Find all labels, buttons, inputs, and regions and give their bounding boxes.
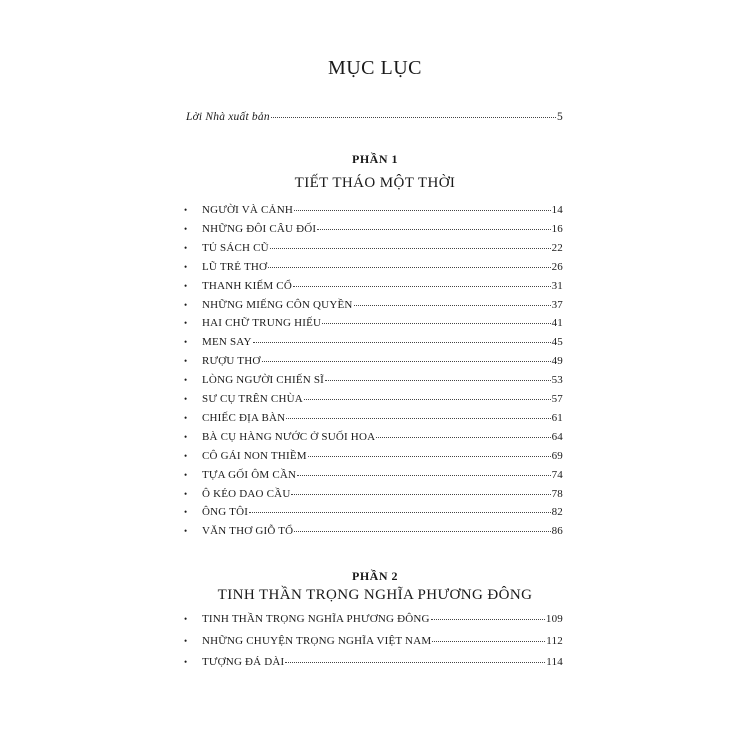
- dot-leader: [304, 399, 551, 400]
- toc-entry-label: BÀ CỤ HÀNG NƯỚC Ở SUỐI HOA: [202, 430, 376, 443]
- toc-entry-label: THANH KIẾM CỔ: [202, 279, 292, 292]
- toc-entry-page: 57: [551, 393, 563, 405]
- toc-entry-page: 45: [551, 336, 563, 349]
- toc-entry[interactable]: [184, 203, 563, 217]
- toc-entry-label: NHỮNG ĐÔI CÂU ĐỐI: [202, 222, 317, 235]
- dot-leader: [294, 210, 551, 211]
- toc-entry-page: 22: [551, 241, 563, 254]
- toc-entry-label: SƯ CỤ TRÊN CHÙA: [202, 393, 303, 405]
- toc-entry[interactable]: [184, 222, 563, 236]
- toc-entry[interactable]: [184, 241, 563, 255]
- toc-entry-page: 37: [551, 298, 563, 311]
- toc-entry[interactable]: [184, 505, 563, 519]
- bullet-icon: •: [184, 337, 188, 348]
- toc-entry-label: MEN SAY: [202, 336, 252, 349]
- dot-leader: [271, 117, 556, 118]
- toc-entry[interactable]: [184, 524, 563, 538]
- bullet-icon: •: [184, 431, 188, 442]
- dot-leader: [376, 437, 550, 438]
- bullet-icon: •: [184, 280, 188, 291]
- toc-entry-page: 82: [551, 506, 563, 519]
- bullet-icon: •: [184, 488, 188, 499]
- bullet-icon: •: [184, 635, 188, 646]
- toc-entry-page: 74: [551, 468, 563, 481]
- dot-leader: [253, 342, 551, 343]
- bullet-icon: •: [184, 375, 188, 386]
- part-1-label: PHẦN 1: [352, 152, 398, 166]
- dot-leader: [262, 361, 551, 362]
- toc-entry-page: 41: [551, 317, 563, 330]
- toc-entry-label: ÔNG TÔI: [202, 506, 249, 519]
- toc-entry-page: 114: [546, 656, 563, 668]
- toc-entry[interactable]: [184, 279, 563, 293]
- dot-leader: [249, 512, 550, 513]
- dot-leader: [286, 418, 550, 419]
- toc-entry[interactable]: [184, 430, 563, 444]
- toc-entry-page: 64: [551, 430, 563, 443]
- toc-entry[interactable]: [184, 298, 563, 312]
- dot-leader: [285, 662, 545, 663]
- toc-entry[interactable]: [184, 392, 563, 406]
- toc-entry-label: TINH THẦN TRỌNG NGHĨA PHƯƠNG ĐÔNG: [202, 613, 430, 625]
- toc-entry-page: 14: [551, 204, 563, 216]
- toc-entry-page: 86: [551, 525, 563, 538]
- part-2-title: TINH THẦN TRỌNG NGHĨA PHƯƠNG ĐÔNG: [217, 587, 533, 603]
- dot-leader: [322, 323, 550, 324]
- toc-entry-page: 69: [551, 449, 563, 462]
- toc-entry-page: 49: [551, 355, 563, 368]
- toc-entry-page: 112: [546, 634, 563, 647]
- bullet-icon: •: [184, 412, 188, 423]
- toc-entry-label: NHỮNG CHUYỆN TRỌNG NGHĨA VIỆT NAM: [202, 634, 432, 647]
- dot-leader: [431, 619, 545, 620]
- dot-leader: [325, 380, 551, 381]
- toc-entry-label: CHIẾC ĐỊA BÀN: [202, 411, 286, 424]
- bullet-icon: •: [184, 469, 188, 480]
- toc-entry[interactable]: [184, 487, 563, 501]
- dot-leader: [291, 494, 550, 495]
- bullet-icon: •: [184, 242, 188, 253]
- toc-entry[interactable]: [184, 612, 563, 626]
- bullet-icon: •: [184, 299, 188, 310]
- toc-entry-page: 109: [545, 613, 563, 625]
- dot-leader: [317, 229, 550, 230]
- toc-entry[interactable]: [184, 373, 563, 387]
- bullet-icon: •: [184, 614, 188, 624]
- toc-entry-label: Lời Nhà xuất bản: [186, 111, 270, 123]
- dot-leader: [354, 305, 551, 306]
- toc-entry-label: TƯỢNG ĐÁ DÀI: [202, 656, 285, 668]
- dot-leader: [308, 456, 551, 457]
- toc-entry-label: VĂN THƠ GIỖ TỔ: [202, 525, 294, 538]
- bullet-icon: •: [184, 394, 188, 404]
- bullet-icon: •: [184, 526, 188, 537]
- toc-entry-page: 16: [551, 222, 563, 235]
- toc-entry-page: 53: [551, 374, 563, 387]
- bullet-icon: •: [184, 223, 188, 234]
- toc-entry[interactable]: [184, 260, 563, 274]
- dot-leader: [432, 641, 545, 642]
- toc-entry-label: TỦ SÁCH CŨ: [202, 241, 269, 254]
- toc-entry-label: NGƯỜI VÀ CẢNH: [202, 204, 293, 216]
- toc-entry-page: 78: [551, 487, 563, 500]
- dot-leader: [293, 286, 551, 287]
- toc-entry[interactable]: [184, 634, 563, 648]
- toc-entry-label: TỰA GỐI ÔM CẦN: [202, 468, 297, 481]
- toc-entry[interactable]: [184, 411, 563, 425]
- toc-entry-label: NHỮNG MIẾNG CÔN QUYỀN: [202, 298, 353, 311]
- bullet-icon: •: [184, 657, 188, 667]
- part-2-label: PHẦN 2: [352, 569, 398, 583]
- dot-leader: [268, 267, 550, 268]
- bullet-icon: •: [184, 261, 188, 272]
- toc-entry-label: Ô KÉO DAO CẦU: [202, 487, 291, 500]
- toc-entry[interactable]: [184, 468, 563, 482]
- part-1-title: TIẾT THÁO MỘT THỜI: [294, 175, 456, 191]
- toc-entry[interactable]: [184, 449, 563, 463]
- bullet-icon: •: [184, 356, 188, 367]
- dot-leader: [297, 475, 550, 476]
- toc-entry-label: CÔ GÁI NON THIỀM: [202, 449, 307, 462]
- toc-entry-label: LŨ TRẺ THƠ: [202, 260, 268, 273]
- toc-entry-label: LÒNG NGƯỜI CHIẾN SĨ: [202, 374, 325, 387]
- toc-entry-page: 31: [551, 279, 563, 292]
- toc-entry[interactable]: [184, 655, 563, 669]
- toc-entry[interactable]: [184, 316, 563, 330]
- toc-entry-foreword[interactable]: [186, 110, 563, 124]
- toc-entry-page: 5: [557, 111, 563, 123]
- toc-entry-label: RƯỢU THƠ: [202, 355, 261, 368]
- toc-entry[interactable]: [184, 354, 563, 368]
- bullet-icon: •: [184, 507, 188, 518]
- toc-entry-label: HAI CHỮ TRUNG HIẾU: [202, 317, 322, 330]
- page-title: MỤC LỤC: [327, 57, 423, 79]
- bullet-icon: •: [184, 205, 188, 215]
- bullet-icon: •: [184, 450, 188, 461]
- toc-entry[interactable]: [184, 335, 563, 349]
- dot-leader: [294, 531, 550, 532]
- toc-entry-page: 26: [551, 260, 563, 273]
- toc-entry-page: 61: [551, 411, 563, 424]
- bullet-icon: •: [184, 318, 188, 329]
- dot-leader: [270, 248, 551, 249]
